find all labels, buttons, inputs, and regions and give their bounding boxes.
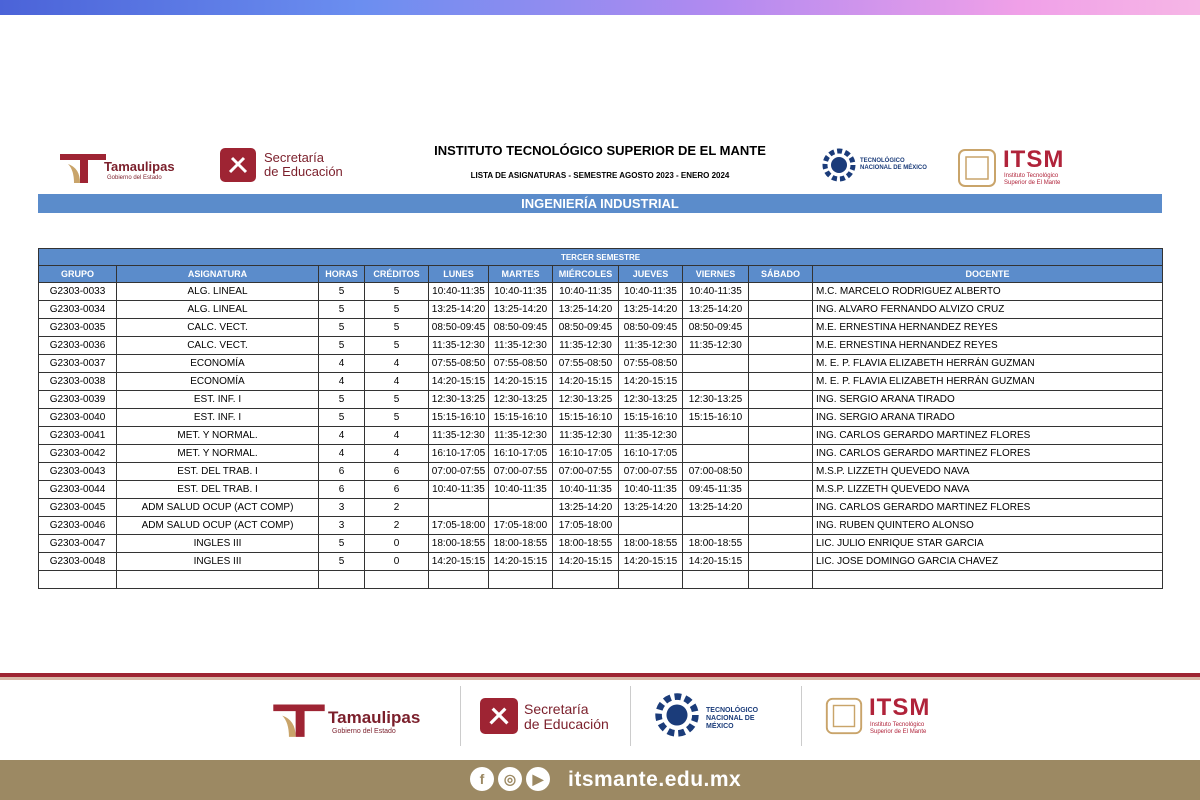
cell-creditos: 5	[365, 319, 429, 337]
cell-docente: ING. RUBEN QUINTERO ALONSO	[813, 517, 1163, 535]
cell-asignatura: ADM SALUD OCUP (ACT COMP)	[117, 499, 319, 517]
cell-viernes: 10:40-11:35	[683, 283, 749, 301]
cell-horas: 5	[319, 391, 365, 409]
cell-lunes: 17:05-18:00	[429, 517, 489, 535]
cell-lunes: 18:00-18:55	[429, 535, 489, 553]
cell-grupo: G2303-0034	[39, 301, 117, 319]
cell-creditos: 5	[365, 283, 429, 301]
cell-asignatura: EST. INF. I	[117, 409, 319, 427]
cell-miercoles: 17:05-18:00	[553, 517, 619, 535]
footer-logo-divider	[801, 686, 802, 746]
table-row	[39, 301, 1163, 319]
top-gradient-bar	[0, 0, 1200, 15]
cell-miercoles: 14:20-15:15	[553, 553, 619, 571]
column-header-lunes: LUNES	[429, 266, 489, 283]
cell-lunes: 12:30-13:25	[429, 391, 489, 409]
cell-martes	[489, 499, 553, 517]
column-header-asignatura: ASIGNATURA	[117, 266, 319, 283]
footer-tamaulipas-subtitle: Gobierno del Estado	[332, 728, 396, 735]
cell-grupo: G2303-0047	[39, 535, 117, 553]
itsm-line2: Superior de El Mante	[1004, 180, 1061, 186]
footer-tecnm-gear-icon	[654, 690, 700, 740]
itsm-line1: Instituto Tecnológico	[1004, 173, 1059, 179]
cell-miercoles: 11:35-12:30	[553, 427, 619, 445]
cell-sabado	[749, 337, 813, 355]
table-row	[39, 319, 1163, 337]
cell-jueves: 14:20-15:15	[619, 373, 683, 391]
cell-docente: LIC. JOSE DOMINGO GARCIA CHAVEZ	[813, 553, 1163, 571]
cell-grupo: G2303-0040	[39, 409, 117, 427]
cell-viernes: 07:00-08:50	[683, 463, 749, 481]
cell-grupo: G2303-0042	[39, 445, 117, 463]
cell-martes: 11:35-12:30	[489, 337, 553, 355]
cell-martes: 15:15-16:10	[489, 409, 553, 427]
cell-docente: ING. SERGIO ARANA TIRADO	[813, 391, 1163, 409]
cell-viernes: 13:25-14:20	[683, 499, 749, 517]
cell-jueves: 07:00-07:55	[619, 463, 683, 481]
cell-martes: 10:40-11:35	[489, 283, 553, 301]
cell-horas: 4	[319, 355, 365, 373]
cell-sabado	[749, 445, 813, 463]
footer-secretaria-text	[524, 702, 609, 732]
table-row	[39, 283, 1163, 301]
cell-lunes: 14:20-15:15	[429, 553, 489, 571]
cell-martes: 16:10-17:05	[489, 445, 553, 463]
footer-tamaulipas-logo	[270, 700, 440, 740]
cell-viernes: 14:20-15:15	[683, 553, 749, 571]
cell-martes: 07:00-07:55	[489, 463, 553, 481]
cell-asignatura: EST. DEL TRAB. I	[117, 481, 319, 499]
footer-itsm-name: ITSM	[869, 694, 931, 721]
cell-grupo: G2303-0046	[39, 517, 117, 535]
cell-sabado	[749, 355, 813, 373]
cell-viernes	[683, 373, 749, 391]
cell-asignatura: MET. Y NORMAL.	[117, 427, 319, 445]
cell-docente: ING. SERGIO ARANA TIRADO	[813, 409, 1163, 427]
cell-creditos: 5	[365, 409, 429, 427]
page-subtitle: LISTA DE ASIGNATURAS - SEMESTRE AGOSTO 2023 - ENERO 2024	[470, 171, 730, 180]
cell-horas: 6	[319, 463, 365, 481]
cell-asignatura: ALG. LINEAL	[117, 283, 319, 301]
itsm-logo	[955, 146, 1085, 190]
cell-asignatura: CALC. VECT.	[117, 337, 319, 355]
secretaria-line1: Secretaría	[264, 150, 324, 165]
footer-itsm-line1: Instituto Tecnológico	[870, 722, 925, 728]
cell-martes: 07:55-08:50	[489, 355, 553, 373]
table-row	[39, 373, 1163, 391]
cell-jueves: 14:20-15:15	[619, 553, 683, 571]
cell-lunes: 08:50-09:45	[429, 319, 489, 337]
cell-viernes: 12:30-13:25	[683, 391, 749, 409]
cell-martes: 11:35-12:30	[489, 427, 553, 445]
cell-sabado	[749, 553, 813, 571]
cell-miercoles: 07:00-07:55	[553, 463, 619, 481]
column-header-jueves: JUEVES	[619, 266, 683, 283]
cell-docente: ING. ALVARO FERNANDO ALVIZO CRUZ	[813, 301, 1163, 319]
cell-jueves: 10:40-11:35	[619, 481, 683, 499]
cell-viernes: 11:35-12:30	[683, 337, 749, 355]
table-row	[39, 355, 1163, 373]
cell-horas: 5	[319, 409, 365, 427]
footer-itsm-line2: Superior de El Mante	[870, 729, 927, 735]
cell-miercoles: 16:10-17:05	[553, 445, 619, 463]
cell-creditos: 5	[365, 301, 429, 319]
column-header-horas: HORAS	[319, 266, 365, 283]
column-header-creditos: CRÉDITOS	[365, 266, 429, 283]
cell-docente	[813, 571, 1163, 589]
cell-martes: 08:50-09:45	[489, 319, 553, 337]
cell-docente: ING. CARLOS GERARDO MARTINEZ FLORES	[813, 499, 1163, 517]
cell-viernes	[683, 355, 749, 373]
cell-jueves: 12:30-13:25	[619, 391, 683, 409]
cell-asignatura: INGLES III	[117, 553, 319, 571]
cell-jueves: 07:55-08:50	[619, 355, 683, 373]
tamaulipas-subtitle: Gobierno del Estado	[107, 175, 162, 181]
cell-grupo: G2303-0035	[39, 319, 117, 337]
cell-sabado	[749, 319, 813, 337]
cell-jueves: 11:35-12:30	[619, 427, 683, 445]
instagram-icon[interactable]: ◎	[498, 767, 522, 791]
cell-sabado	[749, 499, 813, 517]
cell-lunes: 14:20-15:15	[429, 373, 489, 391]
footer-itsm-logo	[823, 694, 953, 742]
secretaria-logo	[220, 148, 370, 184]
cell-martes: 17:05-18:00	[489, 517, 553, 535]
cell-viernes	[683, 427, 749, 445]
tecnm-text	[860, 158, 927, 172]
cell-miercoles: 14:20-15:15	[553, 373, 619, 391]
cell-miercoles: 11:35-12:30	[553, 337, 619, 355]
cell-lunes: 11:35-12:30	[429, 337, 489, 355]
cell-jueves: 18:00-18:55	[619, 535, 683, 553]
cell-lunes: 10:40-11:35	[429, 283, 489, 301]
footer-logo-divider	[630, 686, 631, 746]
cell-miercoles: 13:25-14:20	[553, 499, 619, 517]
tamaulipas-name: Tamaulipas	[104, 159, 175, 174]
cell-grupo: G2303-0037	[39, 355, 117, 373]
cell-miercoles	[553, 571, 619, 589]
cell-lunes: 11:35-12:30	[429, 427, 489, 445]
cell-creditos: 4	[365, 373, 429, 391]
column-header-miercoles: MIÉRCOLES	[553, 266, 619, 283]
cell-miercoles: 18:00-18:55	[553, 535, 619, 553]
cell-viernes	[683, 517, 749, 535]
cell-horas: 3	[319, 499, 365, 517]
table-row	[39, 445, 1163, 463]
cell-docente: M. E. P. FLAVIA ELIZABETH HERRÁN GUZMAN	[813, 373, 1163, 391]
facebook-icon[interactable]: f	[470, 767, 494, 791]
cell-jueves: 13:25-14:20	[619, 499, 683, 517]
cell-asignatura: ALG. LINEAL	[117, 301, 319, 319]
cell-asignatura: ADM SALUD OCUP (ACT COMP)	[117, 517, 319, 535]
cell-asignatura: MET. Y NORMAL.	[117, 445, 319, 463]
footer-tecnm-line1: TECNOLÓGICO	[706, 707, 759, 714]
table-row	[39, 391, 1163, 409]
schedule-body	[39, 283, 1163, 589]
footer-logo-divider	[460, 686, 461, 746]
cell-sabado	[749, 427, 813, 445]
cell-miercoles: 08:50-09:45	[553, 319, 619, 337]
footer-tamaulipas-name: Tamaulipas	[328, 708, 421, 727]
cell-docente: M.E. ERNESTINA HERNANDEZ REYES	[813, 337, 1163, 355]
tamaulipas-mark-icon	[58, 150, 108, 184]
cell-grupo	[39, 571, 117, 589]
table-row	[39, 553, 1163, 571]
cell-creditos: 0	[365, 535, 429, 553]
cell-lunes: 07:55-08:50	[429, 355, 489, 373]
cell-horas: 5	[319, 301, 365, 319]
cell-asignatura: INGLES III	[117, 535, 319, 553]
cell-docente: M.S.P. LIZZETH QUEVEDO NAVA	[813, 481, 1163, 499]
cell-viernes: 08:50-09:45	[683, 319, 749, 337]
cell-grupo: G2303-0039	[39, 391, 117, 409]
footer-divider-line-secondary	[0, 677, 1200, 680]
cell-martes: 12:30-13:25	[489, 391, 553, 409]
cell-viernes: 18:00-18:55	[683, 535, 749, 553]
cell-docente: M.S.P. LIZZETH QUEVEDO NAVA	[813, 463, 1163, 481]
cell-sabado	[749, 571, 813, 589]
footer-itsm-subtitle	[870, 722, 926, 736]
cell-grupo: G2303-0041	[39, 427, 117, 445]
cell-jueves: 16:10-17:05	[619, 445, 683, 463]
cell-creditos	[365, 571, 429, 589]
cell-grupo: G2303-0048	[39, 553, 117, 571]
cell-horas: 3	[319, 517, 365, 535]
cell-grupo: G2303-0038	[39, 373, 117, 391]
cell-viernes: 09:45-11:35	[683, 481, 749, 499]
cell-asignatura	[117, 571, 319, 589]
column-header-sabado: SÁBADO	[749, 266, 813, 283]
cell-grupo: G2303-0044	[39, 481, 117, 499]
cell-creditos: 2	[365, 517, 429, 535]
secretaria-badge-icon	[220, 148, 256, 182]
cell-sabado	[749, 373, 813, 391]
cell-horas: 4	[319, 427, 365, 445]
cell-grupo: G2303-0043	[39, 463, 117, 481]
cell-horas	[319, 571, 365, 589]
table-row	[39, 535, 1163, 553]
column-header-viernes: VIERNES	[683, 266, 749, 283]
youtube-icon[interactable]: ▶	[526, 767, 550, 791]
cell-miercoles: 07:55-08:50	[553, 355, 619, 373]
cell-creditos: 4	[365, 427, 429, 445]
cell-lunes: 15:15-16:10	[429, 409, 489, 427]
itsm-seal-icon	[955, 146, 999, 190]
cell-martes: 10:40-11:35	[489, 481, 553, 499]
column-header-docente: DOCENTE	[813, 266, 1163, 283]
cell-miercoles: 13:25-14:20	[553, 301, 619, 319]
table-row	[39, 517, 1163, 535]
column-header-row	[39, 266, 1163, 283]
cell-miercoles: 15:15-16:10	[553, 409, 619, 427]
cell-creditos: 5	[365, 391, 429, 409]
footer-secretaria-logo	[480, 698, 630, 738]
itsm-subtitle	[1004, 173, 1060, 187]
cell-grupo: G2303-0045	[39, 499, 117, 517]
footer-itsm-seal-icon	[823, 694, 865, 738]
cell-jueves: 13:25-14:20	[619, 301, 683, 319]
cell-jueves: 08:50-09:45	[619, 319, 683, 337]
cell-jueves: 10:40-11:35	[619, 283, 683, 301]
column-header-grupo: GRUPO	[39, 266, 117, 283]
cell-sabado	[749, 283, 813, 301]
cell-horas: 5	[319, 553, 365, 571]
tecnm-logo	[822, 146, 942, 186]
cell-martes: 14:20-15:15	[489, 373, 553, 391]
itsm-name: ITSM	[1003, 146, 1065, 173]
cell-creditos: 6	[365, 481, 429, 499]
column-header-martes: MARTES	[489, 266, 553, 283]
table-row	[39, 499, 1163, 517]
cell-jueves: 15:15-16:10	[619, 409, 683, 427]
footer-tecnm-logo	[654, 690, 784, 740]
table-row	[39, 571, 1163, 589]
cell-docente: M.E. ERNESTINA HERNANDEZ REYES	[813, 319, 1163, 337]
tamaulipas-logo	[58, 150, 188, 186]
tecnm-line2: NACIONAL DE MÉXICO	[860, 165, 927, 171]
cell-horas: 5	[319, 283, 365, 301]
cell-grupo: G2303-0036	[39, 337, 117, 355]
cell-sabado	[749, 301, 813, 319]
career-title: INGENIERÍA INDUSTRIAL	[38, 194, 1162, 213]
cell-lunes	[429, 499, 489, 517]
cell-martes: 14:20-15:15	[489, 553, 553, 571]
cell-viernes: 15:15-16:10	[683, 409, 749, 427]
cell-sabado	[749, 463, 813, 481]
cell-lunes: 10:40-11:35	[429, 481, 489, 499]
cell-horas: 5	[319, 319, 365, 337]
cell-jueves: 11:35-12:30	[619, 337, 683, 355]
cell-creditos: 0	[365, 553, 429, 571]
footer-tecnm-line2: NACIONAL DE MÉXICO	[706, 715, 755, 730]
table-row	[39, 463, 1163, 481]
cell-sabado	[749, 391, 813, 409]
cell-sabado	[749, 481, 813, 499]
cell-martes: 18:00-18:55	[489, 535, 553, 553]
cell-creditos: 2	[365, 499, 429, 517]
cell-docente: LIC. JULIO ENRIQUE STAR GARCIA	[813, 535, 1163, 553]
cell-viernes: 13:25-14:20	[683, 301, 749, 319]
schedule-table	[38, 248, 1163, 589]
footer-tamaulipas-mark-icon	[270, 700, 328, 738]
cell-docente: ING. CARLOS GERARDO MARTINEZ FLORES	[813, 427, 1163, 445]
cell-viernes	[683, 445, 749, 463]
cell-asignatura: EST. DEL TRAB. I	[117, 463, 319, 481]
footer-tecnm-text	[706, 707, 784, 731]
cell-docente: ING. CARLOS GERARDO MARTINEZ FLORES	[813, 445, 1163, 463]
tecnm-gear-icon	[822, 146, 856, 184]
semester-header: TERCER SEMESTRE	[39, 249, 1163, 266]
cell-jueves	[619, 571, 683, 589]
cell-docente: M. E. P. FLAVIA ELIZABETH HERRÁN GUZMAN	[813, 355, 1163, 373]
website-link[interactable]: itsmante.edu.mx	[568, 768, 742, 791]
footer-secretaria-badge-icon	[480, 698, 518, 734]
cell-sabado	[749, 535, 813, 553]
cell-miercoles: 10:40-11:35	[553, 481, 619, 499]
cell-miercoles: 10:40-11:35	[553, 283, 619, 301]
cell-horas: 4	[319, 445, 365, 463]
cell-creditos: 4	[365, 445, 429, 463]
tecnm-line1: TECNOLÓGICO	[860, 158, 905, 164]
table-row	[39, 409, 1163, 427]
cell-creditos: 4	[365, 355, 429, 373]
cell-jueves	[619, 517, 683, 535]
cell-grupo: G2303-0033	[39, 283, 117, 301]
cell-lunes	[429, 571, 489, 589]
cell-asignatura: ECONOMÍA	[117, 355, 319, 373]
cell-lunes: 13:25-14:20	[429, 301, 489, 319]
secretaria-text	[264, 151, 343, 179]
table-row	[39, 427, 1163, 445]
cell-horas: 4	[319, 373, 365, 391]
cell-viernes	[683, 571, 749, 589]
cell-horas: 6	[319, 481, 365, 499]
secretaria-line2: de Educación	[264, 164, 343, 179]
cell-creditos: 6	[365, 463, 429, 481]
page-title: INSTITUTO TECNOLÓGICO SUPERIOR DE EL MANTE	[434, 143, 766, 158]
cell-horas: 5	[319, 535, 365, 553]
cell-docente: M.C. MARCELO RODRIGUEZ ALBERTO	[813, 283, 1163, 301]
table-row	[39, 481, 1163, 499]
cell-lunes: 07:00-07:55	[429, 463, 489, 481]
cell-sabado	[749, 517, 813, 535]
footer-secretaria-line2: de Educación	[524, 716, 609, 732]
footer-secretaria-line1: Secretaría	[524, 701, 589, 717]
table-row	[39, 337, 1163, 355]
cell-lunes: 16:10-17:05	[429, 445, 489, 463]
cell-asignatura: ECONOMÍA	[117, 373, 319, 391]
cell-asignatura: EST. INF. I	[117, 391, 319, 409]
cell-asignatura: CALC. VECT.	[117, 319, 319, 337]
cell-miercoles: 12:30-13:25	[553, 391, 619, 409]
cell-sabado	[749, 409, 813, 427]
cell-creditos: 5	[365, 337, 429, 355]
cell-horas: 5	[319, 337, 365, 355]
cell-martes	[489, 571, 553, 589]
cell-martes: 13:25-14:20	[489, 301, 553, 319]
